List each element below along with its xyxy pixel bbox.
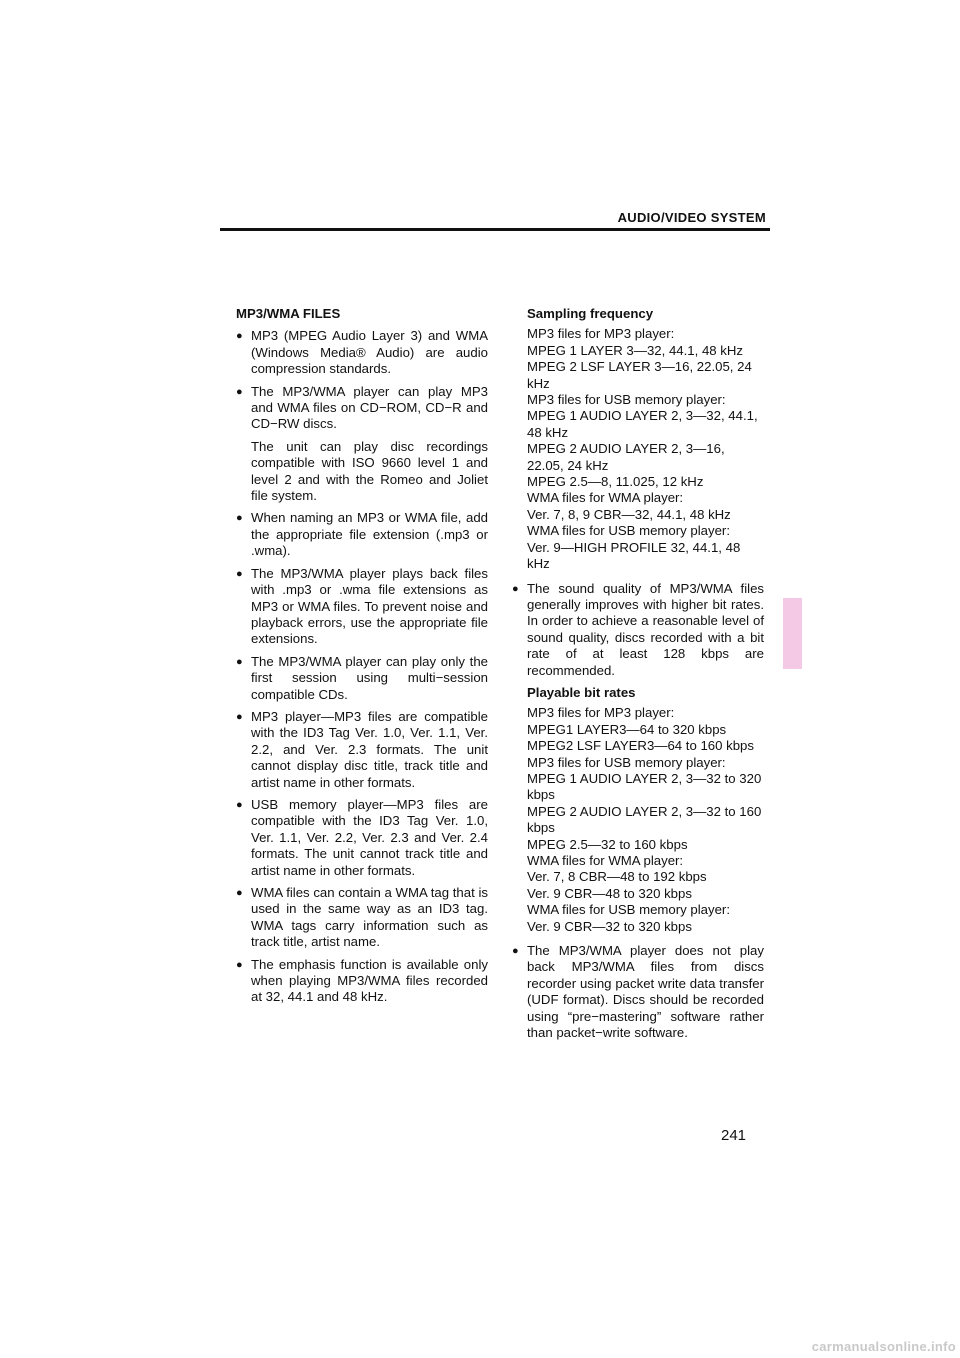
bullet-item [236,328,488,377]
header-rule [220,228,770,231]
spec-line: MP3 files for MP3 player: [527,326,675,342]
spec-line: Ver. 7, 8, 9 CBR—32, 44.1, 48 kHz [527,506,731,522]
bullet-text: When naming an MP3 or WMA file, add the appropriate file extension (.mp3 or .wma). [251,510,488,559]
bullet-item [236,709,488,791]
bullet-item [236,510,488,559]
bullet-dot-icon: ● [236,330,243,343]
bullet-text: The emphasis function is available only when playing MP3/WMA files recorded at 32, 44.1 and 48 kHz. [251,956,488,1005]
bullet-dot-icon: ● [236,798,243,811]
sampling-frequency-list [512,326,764,572]
bullet-text: The MP3/WMA player can play only the first session using multi−session compatible CDs. [251,653,488,702]
bullet-item [236,957,488,1006]
bullet-dot-icon: ● [512,582,519,595]
page-number: 241 [721,1127,747,1144]
right-column [512,306,764,1047]
bullet-dot-icon: ● [236,887,243,899]
bullet-text: MP3 player—MP3 files are compatible with the ID3 Tag Ver. 1.0, Ver. 1.1, Ver. 2.2, and Ver. 2.3 formats. The unit cannot display disc title, track title and artist name in other formats. [251,708,488,790]
bullet-text: WMA files can contain a WMA tag that is used in the same way as an ID3 tag. WMA tags carry information such as track title, artist name. [251,885,488,950]
spec-line: MPEG1 LAYER3—64 to 320 kbps [527,721,727,737]
bullet-item [236,384,488,433]
watermark: carmanualsonline.info [811,1339,956,1354]
spec-line: MPEG 2 LSF LAYER 3—16, 22.05, 24 kHz [527,359,752,391]
bullet-dot-icon: ● [236,958,243,971]
spec-line: Ver. 7, 8 CBR—48 to 192 kbps [527,869,707,885]
bullet-item [512,581,764,679]
bullet-dot-icon: ● [236,655,243,668]
bullet-dot-icon: ● [236,567,243,580]
playable-bit-rates-list [512,705,764,935]
header-section-title: AUDIO/VIDEO SYSTEM [617,210,766,225]
left-column [236,306,488,1012]
spec-line: Ver. 9—HIGH PROFILE 32, 44.1, 48 kHz [527,539,741,572]
spec-line: WMA files for WMA player: [527,490,684,506]
bullet-text: USB memory player—MP3 files are compatible with the ID3 Tag Ver. 1.0, Ver. 1.1, Ver. 2.2, Ver. 2.3 and Ver. 2.4 formats. The unit cannot track title and artist name in other formats. [251,796,488,878]
spec-line: MPEG 1 AUDIO LAYER 2, 3—32, 44.1, 48 kHz [527,408,758,440]
bullet-dot-icon: ● [236,710,243,723]
spec-line: MP3 files for USB memory player: [527,754,726,770]
spec-line: MPEG 2 AUDIO LAYER 2, 3—32 to 160 kbps [527,803,762,836]
bullet-dot-icon: ● [512,945,519,958]
bullet-item [236,885,488,951]
bullet-item [236,654,488,703]
spec-line: MPEG 2.5—8, 11.025, 12 kHz [527,474,704,490]
spec-line: MP3 files for USB memory player: [527,392,726,408]
spec-line: MPEG 2.5—32 to 160 kbps [527,836,688,852]
bullet-note-iso9660: The unit can play disc recordings compatible with ISO 9660 level 1 and level 2 and with the Romeo and Joliet file system. [251,438,488,504]
bullet-text: The sound quality of MP3/WMA files generally improves with higher bit rates. In order to achieve a reasonable level of sound quality, discs recorded with a bit rate of at least 128 kbps are recommended. [527,580,764,678]
spec-line: MPEG2 LSF LAYER3—64 to 160 kbps [527,738,754,754]
spec-line: WMA files for USB memory player: [527,902,730,918]
spec-line: MPEG 1 LAYER 3—32, 44.1, 48 kHz [527,342,743,358]
bullet-text: The MP3/WMA player plays back files with .mp3 or .wma file extensions as MP3 or WMA files. To prevent noise and playback errors, use the appropriate file extensions. [251,565,488,647]
bullet-item [236,797,488,879]
section-heading-mp3-wma-files: MP3/WMA FILES [236,306,341,321]
spec-line: Ver. 9 CBR—32 to 320 kbps [527,918,692,934]
spec-line: MP3 files for MP3 player: [527,705,675,721]
bullet-text: The MP3/WMA player does not play back MP3/WMA files from discs recorder using packet write data transfer (UDF format). Discs should be recorded using “pre−mastering” software rather than packet−write software. [527,943,764,1041]
bullet-text: The MP3/WMA player can play MP3 and WMA files on CD−ROM, CD−R and CD−RW discs. [251,383,488,432]
spec-line: MPEG 1 AUDIO LAYER 2, 3—32 to 320 kbps [527,770,762,803]
bullet-dot-icon: ● [236,385,243,398]
playable-bit-rates-heading: Playable bit rates [527,684,636,700]
bullet-item [236,566,488,648]
spec-line: WMA files for WMA player: [527,853,684,868]
chapter-side-tab [783,598,802,669]
spec-line: MPEG 2 AUDIO LAYER 2, 3—16, 22.05, 24 kHz [527,441,725,473]
bullet-item [512,943,764,1041]
sampling-frequency-heading: Sampling frequency [527,306,654,321]
bullet-dot-icon: ● [236,512,243,525]
spec-line: WMA files for USB memory player: [527,523,730,539]
bullet-text: MP3 (MPEG Audio Layer 3) and WMA (Windows Media® Audio) are audio compression standards. [251,328,488,377]
spec-line: Ver. 9 CBR—48 to 320 kbps [527,885,692,901]
